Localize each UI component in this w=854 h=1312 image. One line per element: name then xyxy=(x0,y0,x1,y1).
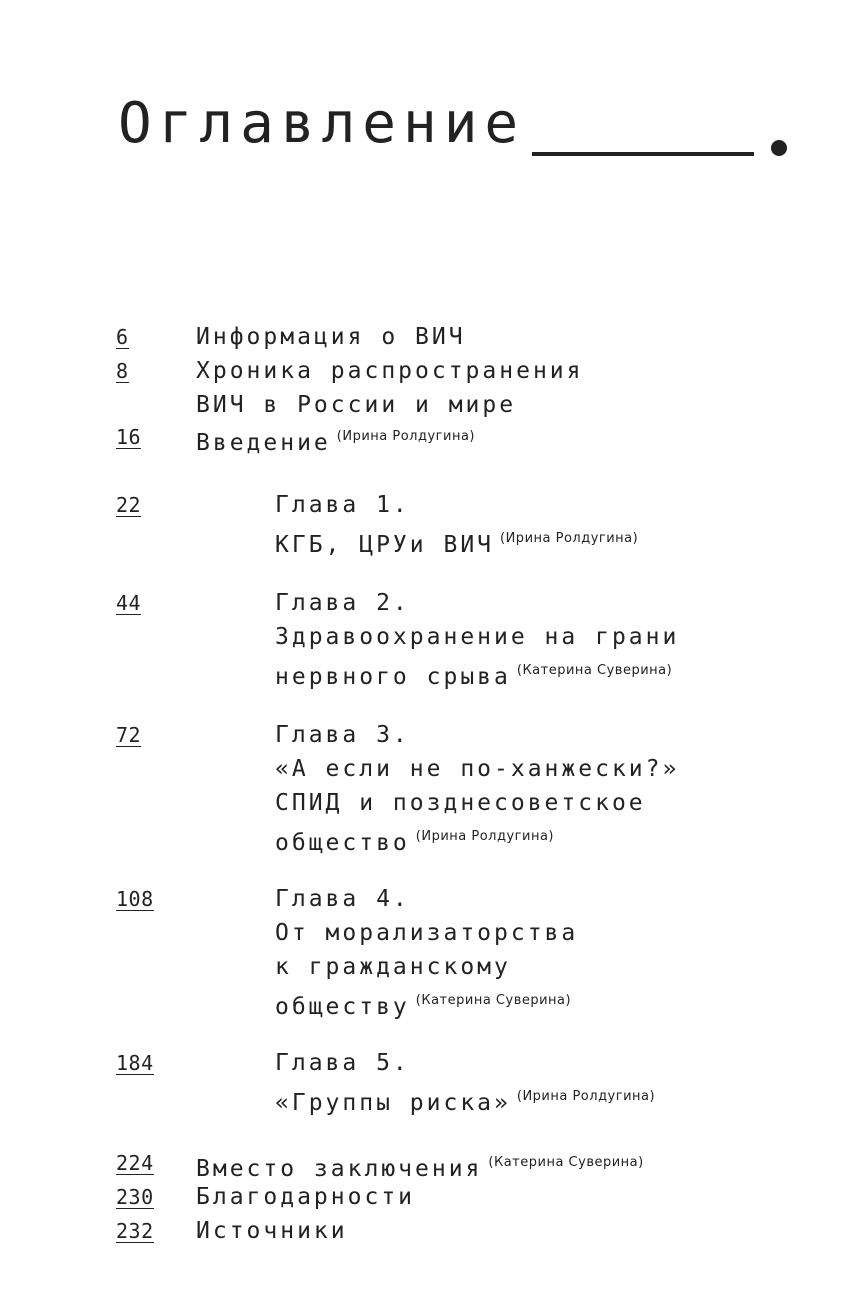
entry-line: Глава 2. xyxy=(275,590,410,616)
entry-line-text: общество xyxy=(275,830,410,856)
entry-line: От морализаторства xyxy=(275,920,579,946)
entry-title xyxy=(196,354,584,422)
entry-line: СПИД и позднесоветское xyxy=(275,790,646,816)
entry-line: Хроника распространения xyxy=(196,358,584,384)
entry-title xyxy=(275,586,679,694)
entry-title xyxy=(275,488,638,562)
entry-line-text: Введение xyxy=(196,430,331,456)
entry-line: Источники xyxy=(196,1218,348,1244)
entry-line: Глава 5. xyxy=(275,1050,410,1076)
entry-line: Глава 3. xyxy=(275,722,410,748)
entry-title xyxy=(196,320,466,354)
title-dot xyxy=(771,140,787,156)
entry-line xyxy=(275,1080,655,1120)
page-number: 44 xyxy=(116,586,141,615)
page-number: 108 xyxy=(116,882,154,911)
entry-title xyxy=(275,718,679,860)
entry-line: к гражданскому xyxy=(275,954,511,980)
title-underline xyxy=(532,152,754,156)
entry-line: Информация о ВИЧ xyxy=(196,324,466,350)
page-number: 16 xyxy=(116,420,141,449)
entry-author: (Ирина Ролдугина) xyxy=(336,429,475,444)
entry-line: Глава 4. xyxy=(275,886,410,912)
entry-author: (Ирина Ролдугина) xyxy=(500,531,639,546)
entry-title xyxy=(196,420,475,460)
entry-line xyxy=(275,984,578,1024)
entry-line-text: нервного срыва xyxy=(275,664,511,690)
entry-line xyxy=(275,522,638,562)
entry-line-text: Вместо заключения xyxy=(196,1156,483,1182)
entry-author: (Ирина Ролдугина) xyxy=(516,1089,656,1104)
entry-line-text: обществу xyxy=(275,994,410,1020)
entry-author: (Катерина Суверина) xyxy=(516,663,673,678)
page-number: 224 xyxy=(116,1146,154,1175)
entry-line-text: КГБ, ЦРУи ВИЧ xyxy=(275,532,495,558)
page-number: 6 xyxy=(116,320,129,349)
entry-author: (Ирина Ролдугина) xyxy=(415,829,554,844)
page-number: 184 xyxy=(116,1046,154,1075)
entry-line: ВИЧ в России и мире xyxy=(196,392,517,418)
entry-line: Благодарности xyxy=(196,1184,416,1210)
page-number: 22 xyxy=(116,488,141,517)
entry-author: (Катерина Суверина) xyxy=(415,993,572,1008)
entry-author: (Катерина Суверина) xyxy=(488,1155,644,1170)
entry-line: «А если не по-ханжески?» xyxy=(275,756,680,782)
entry-title xyxy=(196,1180,415,1214)
page-title: Оглавление xyxy=(118,91,526,156)
page-number: 8 xyxy=(116,354,129,383)
page-number: 72 xyxy=(116,718,141,747)
entry-title xyxy=(196,1214,348,1248)
entry-title xyxy=(275,882,578,1024)
entry-line: Здравоохранение на грани xyxy=(275,624,680,650)
entry-line xyxy=(275,654,679,694)
entry-title xyxy=(275,1046,655,1120)
entry-line xyxy=(196,420,475,460)
entry-line: Глава 1. xyxy=(275,492,410,518)
page-number: 230 xyxy=(116,1180,154,1209)
page-number: 232 xyxy=(116,1214,154,1243)
entry-line xyxy=(275,820,679,860)
entry-line-text: «Группы риска» xyxy=(275,1090,511,1116)
